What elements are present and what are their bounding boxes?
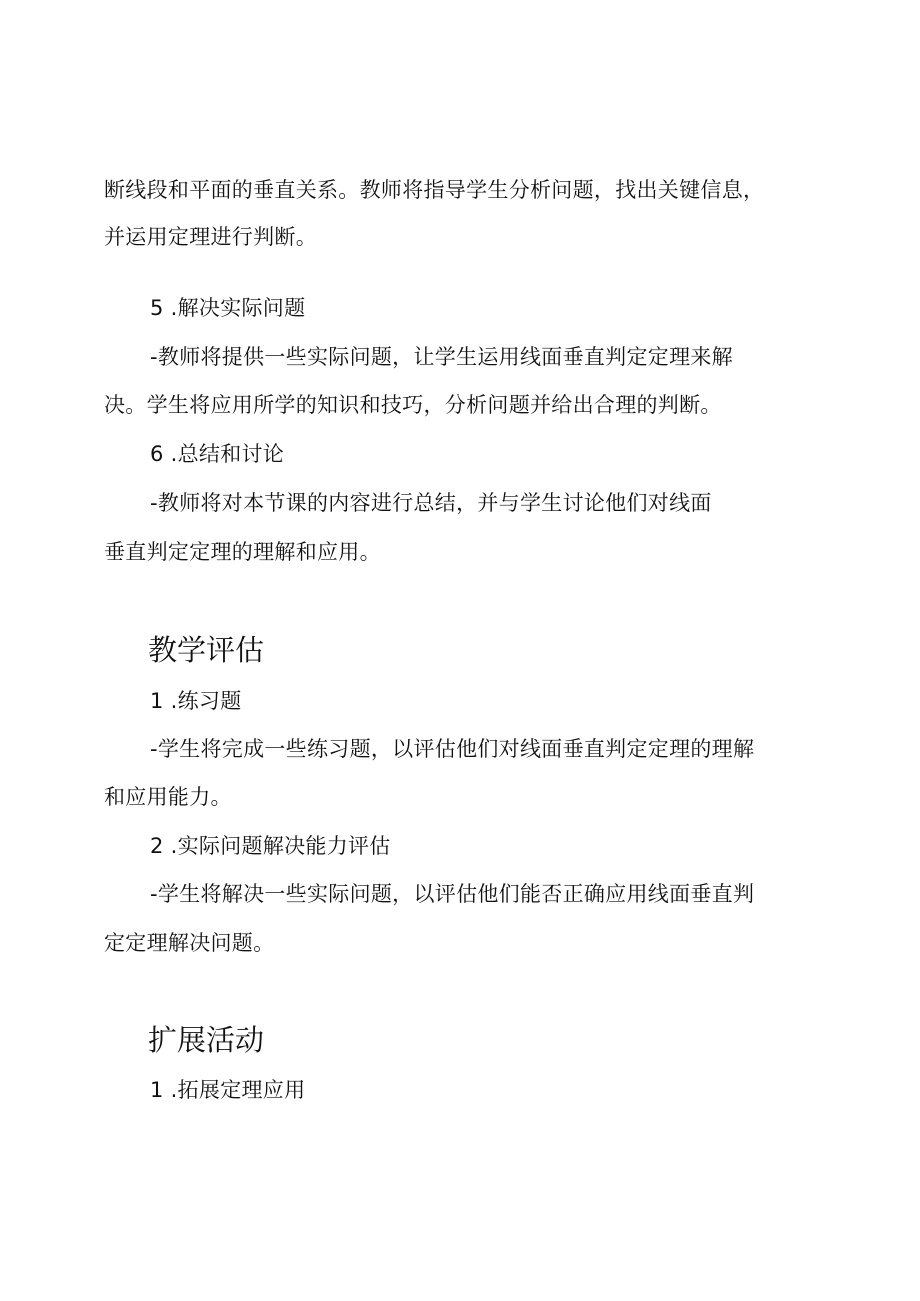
paragraph-line: -学生将解决一些实际问题，以评估他们能否正确应用线面垂直判	[150, 882, 755, 906]
extension-item-1-title: 1 .拓展定理应用	[150, 1078, 306, 1102]
paragraph-line: -教师将对本节课的内容进行总结，并与学生讨论他们对线面	[150, 491, 712, 515]
paragraph-line: -教师将提供一些实际问题，让学生运用线面垂直判定定理来解	[150, 345, 733, 369]
assessment-item-1-title: 1 .练习题	[150, 689, 242, 713]
step-5-title: 5 .解决实际问题	[150, 296, 306, 320]
paragraph-line: 定定理解决问题。	[104, 931, 275, 955]
paragraph-line: 断线段和平面的垂直关系。教师将指导学生分析问题，找出关键信息，	[104, 178, 765, 202]
section-heading-extension: 扩展活动	[148, 1023, 265, 1057]
step-6-title: 6 .总结和讨论	[150, 442, 285, 466]
paragraph-line: 决。学生将应用所学的知识和技巧，分析问题并给出合理的判断。	[104, 393, 722, 417]
assessment-item-2-title: 2 .实际问题解决能力评估	[150, 834, 391, 858]
paragraph-line: 并运用定理进行判断。	[104, 225, 317, 249]
paragraph-line: -学生将完成一些练习题，以评估他们对线面垂直判定定理的理解	[150, 737, 755, 761]
paragraph-line: 垂直判定定理的理解和应用。	[104, 540, 381, 564]
section-heading-assessment: 教学评估	[148, 633, 265, 667]
paragraph-line: 和应用能力。	[104, 785, 232, 809]
